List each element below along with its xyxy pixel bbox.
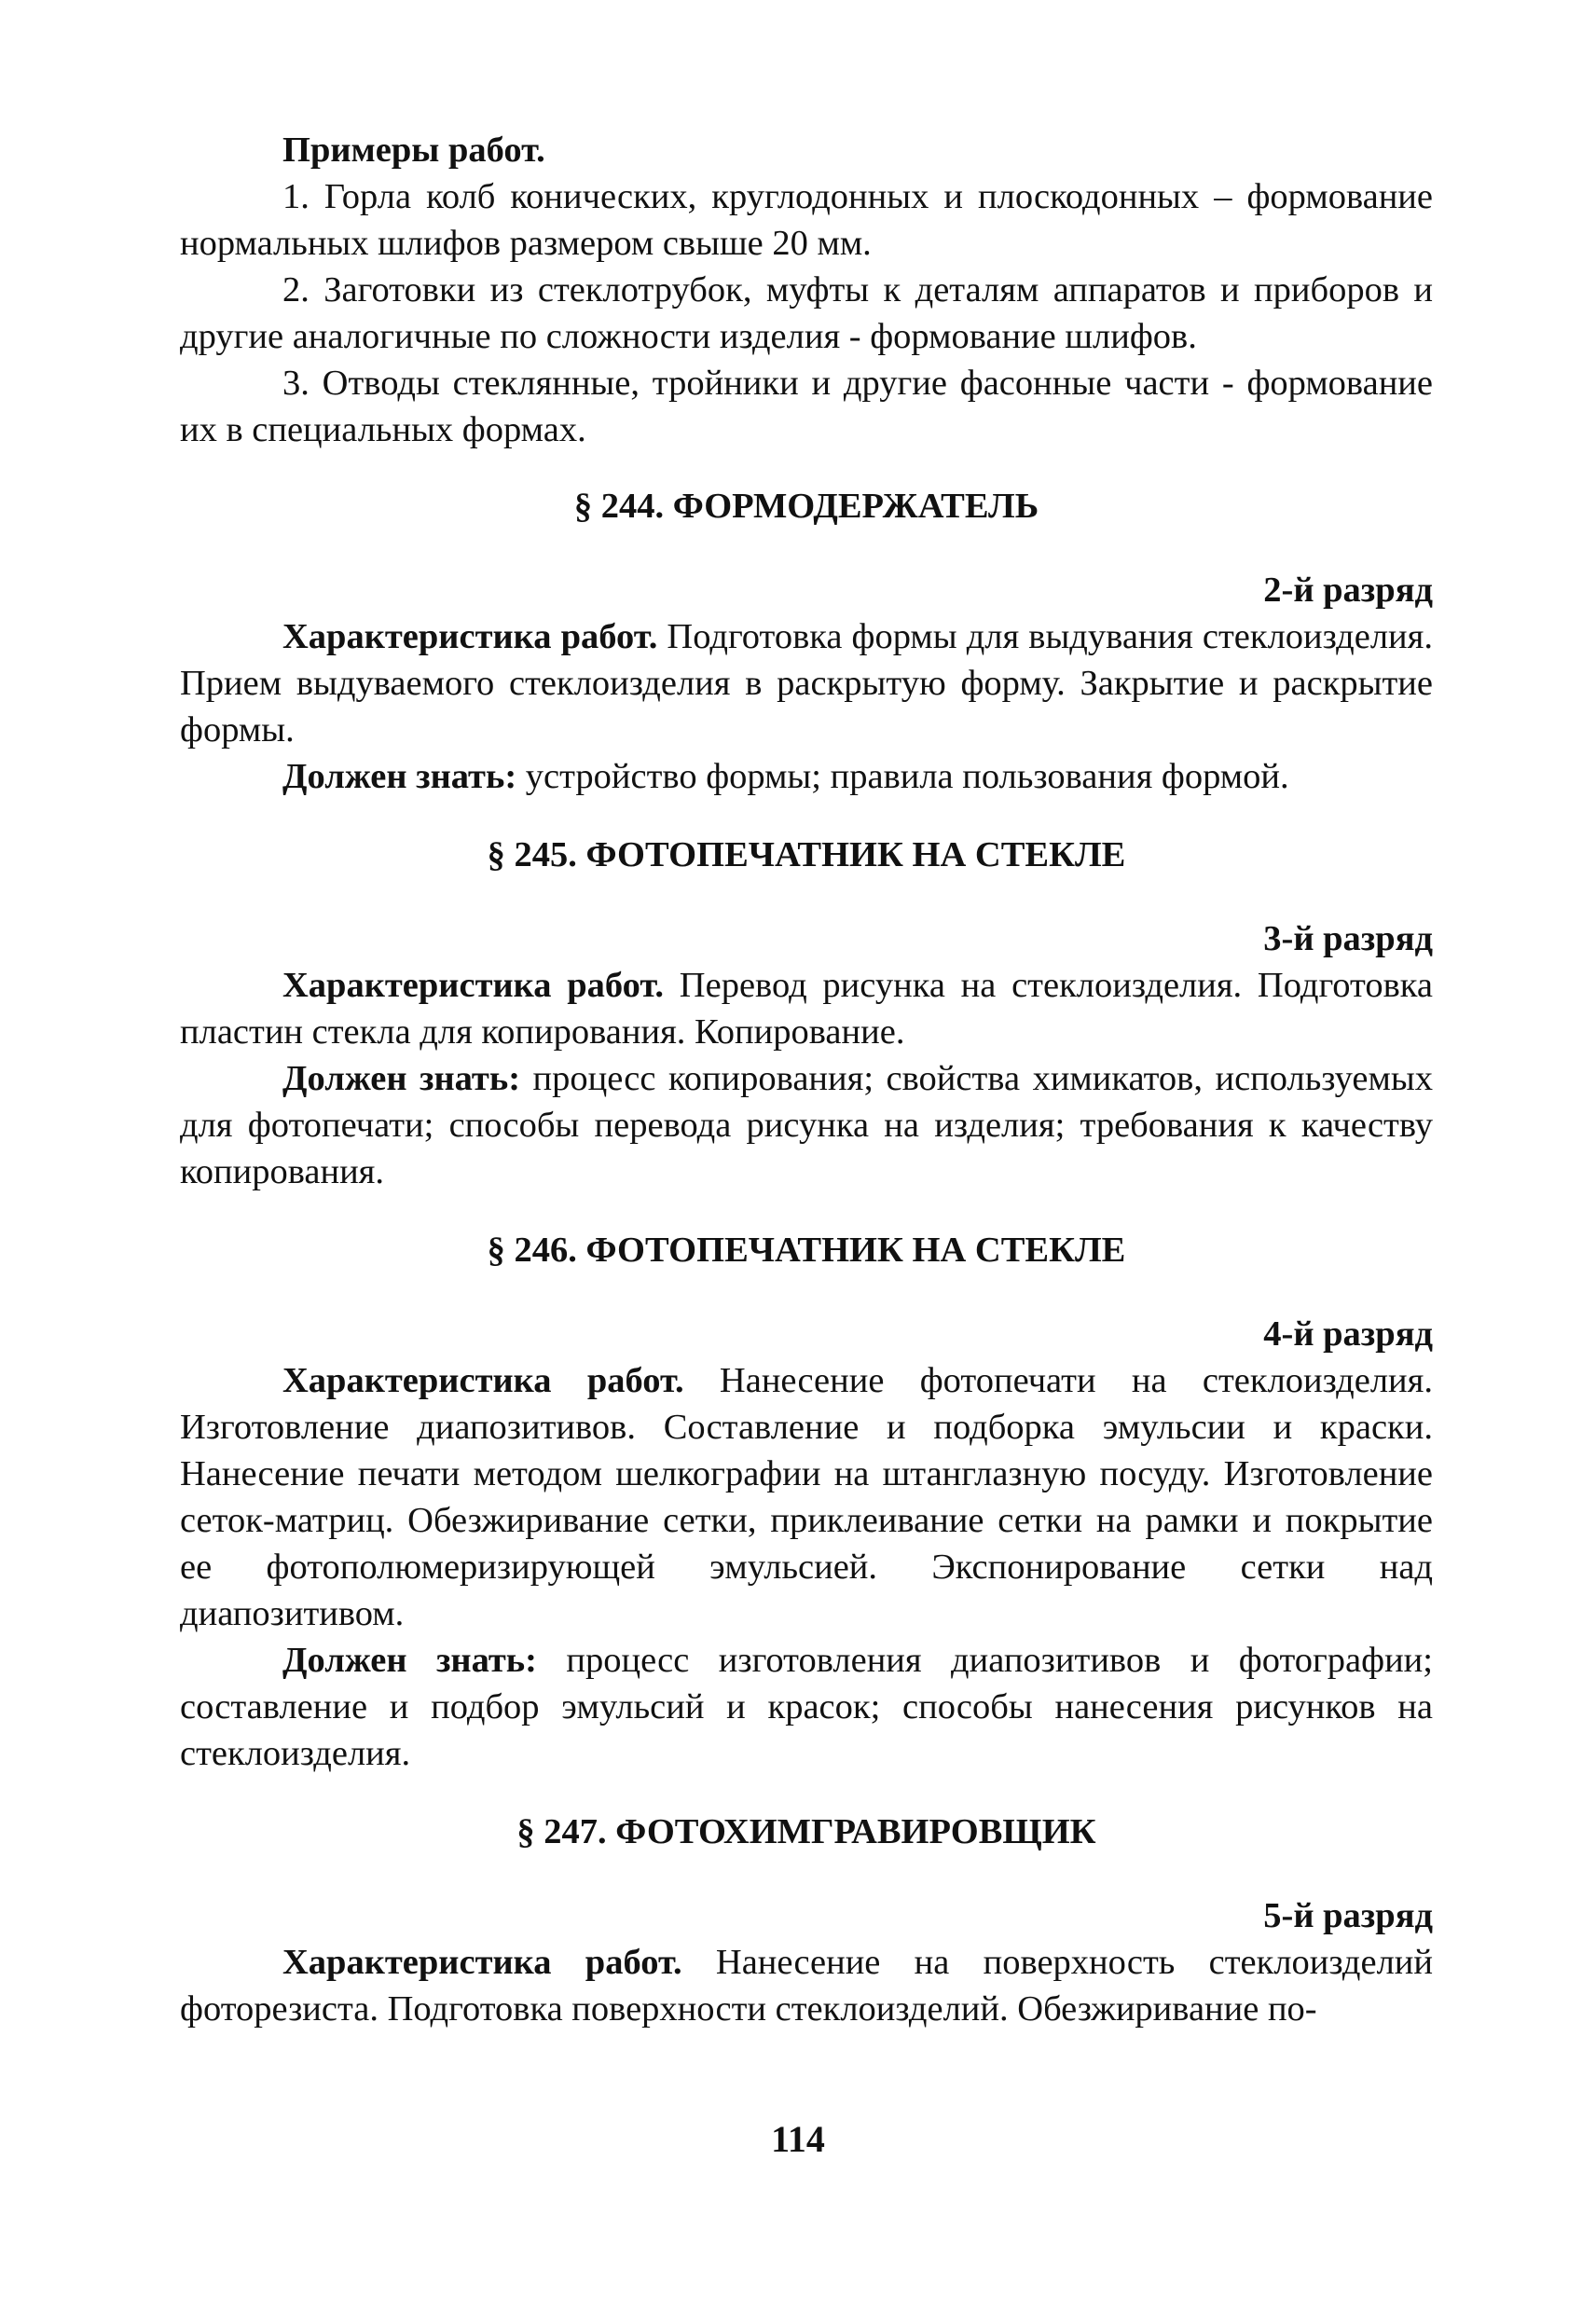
example-item: 2. Заготовки из стеклотрубок, муфты к деталям аппаратов и приборов и другие аналогичные по сложности изделия - формование шлифов. xyxy=(180,270,1433,356)
rank-label: 3-й разряд xyxy=(1263,919,1433,958)
characteristics-label: Характеристика работ. xyxy=(282,1943,682,1982)
section-title: § 247. ФОТОХИМГРАВИРОВЩИК xyxy=(516,1812,1096,1851)
rank-label: 2-й разряд xyxy=(1263,571,1433,610)
example-item: 3. Отводы стеклянные, тройники и другие фасонные части - формование их в специальных формах. xyxy=(180,364,1433,449)
knowledge-label: Должен знать: xyxy=(282,757,517,796)
section-title: § 246. ФОТОПЕЧАТНИК НА СТЕКЛЕ xyxy=(487,1231,1126,1270)
page-content xyxy=(180,127,1433,2032)
work-characteristics xyxy=(180,613,1433,753)
examples-heading: Примеры работ. xyxy=(282,131,545,170)
work-characteristics xyxy=(180,1357,1433,1637)
characteristics-text: Перевод рисунка на стеклоизделия. Подготовка пластин стекла для копирования. Копирование. xyxy=(180,966,1433,1052)
characteristics-text: Нанесение фотопечати на стеклоизделия. Изготовление диапозитивов. Составление и подборка эмульсии и краски. Нанесение печати методом шелкографии на штанглазную посуду. Изготовление сеток-матриц. Обезжиривание сетки, приклеивание сетки на рамки и покрытие ее фотополюмеризирующей эмульсией. Экспонирование сетки над диапозитивом. xyxy=(180,1361,1433,1633)
rank-label: 4-й разряд xyxy=(1263,1314,1433,1354)
section-title: § 244. ФОРМОДЕРЖАТЕЛЬ xyxy=(573,487,1039,526)
required-knowledge xyxy=(180,1055,1433,1195)
work-characteristics xyxy=(180,962,1433,1055)
example-item: 1. Горла колб конических, круглодонных и плоскодонных – формование нормальных шлифов размером свыше 20 мм. xyxy=(180,177,1433,263)
characteristics-text: Нанесение на поверхность стеклоизделий фоторезиста. Подготовка поверхности стеклоизделий. Обезжиривание по- xyxy=(180,1943,1433,2029)
knowledge-label: Должен знать: xyxy=(282,1641,537,1680)
required-knowledge xyxy=(180,1637,1433,1777)
characteristics-label: Характеристика работ. xyxy=(282,617,658,656)
knowledge-label: Должен знать: xyxy=(282,1059,521,1098)
work-characteristics xyxy=(180,1939,1433,2032)
rank-label: 5-й разряд xyxy=(1263,1896,1433,1935)
characteristics-label: Характеристика работ. xyxy=(282,1361,684,1400)
knowledge-text: процесс изготовления диапозитивов и фотографии; составление и подбор эмульсий и красок; способы нанесения рисунков на стеклоизделия. xyxy=(180,1641,1433,1773)
characteristics-text: Подготовка формы для выдувания стеклоизделия. Прием выдуваемого стеклоизделия в раскрытую форму. Закрытие и раскрытие формы. xyxy=(180,617,1433,750)
knowledge-text: процесс копирования; свойства химикатов, используемых для фотопечати; способы перевода рисунка на изделия; требования к качеству копирования. xyxy=(180,1059,1433,1191)
section-title: § 245. ФОТОПЕЧАТНИК НА СТЕКЛЕ xyxy=(487,835,1126,874)
knowledge-text: устройство формы; правила пользования формой. xyxy=(516,757,1289,796)
required-knowledge xyxy=(180,753,1433,800)
page-number: 114 xyxy=(771,2118,825,2160)
characteristics-label: Характеристика работ. xyxy=(282,966,665,1005)
